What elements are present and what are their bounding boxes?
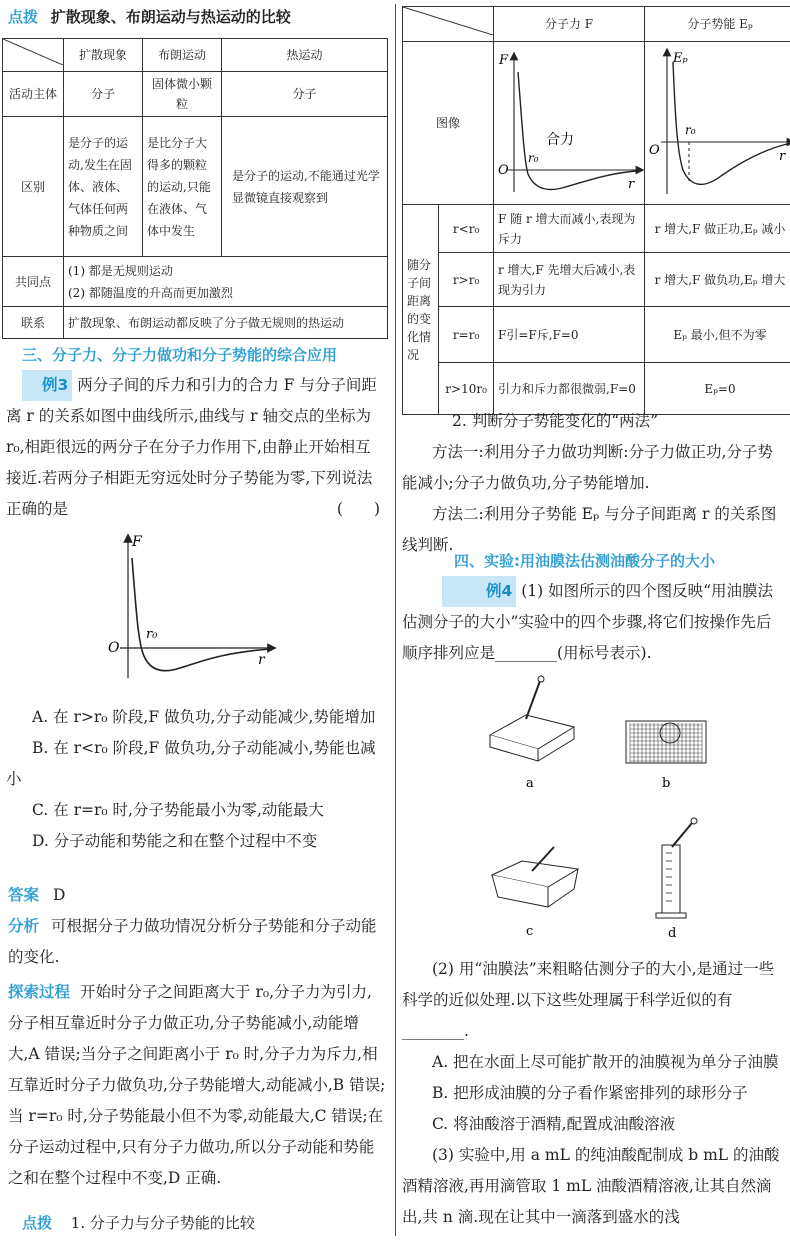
label-b: b [662, 776, 671, 791]
label-r: r [628, 177, 635, 192]
cond-cell: r>10r₀ [439, 363, 494, 415]
question-3: (3) 实验中,用 a mL 的纯油酸配制成 b mL 的油酸酒精溶液,再用滴管取 1 mL 油酸酒精溶液,让其自然滴出,共 n 滴.现在让其中一滴落到盛水的浅 [402, 1146, 780, 1226]
label-O: O [498, 163, 509, 178]
label-F: F [132, 534, 142, 550]
figure-a [490, 676, 574, 791]
option-a: A. 在 r>r₀ 阶段,F 做负功,分子动能减少,势能增加 [32, 708, 376, 726]
label-r0: r₀ [146, 627, 158, 642]
label-r: r [258, 652, 265, 668]
common-line-1: (1) 都是无规则运动 [68, 263, 173, 278]
label-F: F [499, 53, 509, 68]
label-r: r [779, 149, 786, 164]
label-c: c [526, 924, 534, 939]
q2-option-a: A. 把在水面上尽可能扩散开的油膜视为单分子油膜 [432, 1053, 779, 1071]
label-O: O [649, 143, 660, 158]
explore-line [8, 977, 386, 1194]
figure-c [492, 847, 578, 939]
q2-option-b: B. 把形成油膜的分子看作紧密排列的球形分子 [432, 1084, 748, 1102]
table-cell: 固体微小颗粒 [143, 72, 222, 117]
option-d: D. 分子动能和势能之和在整个过程中不变 [32, 832, 318, 850]
energy-cell: Eₚ=0 [645, 363, 790, 415]
point-tag: 点拨 [8, 8, 39, 26]
table-cell: 是比分子大得多的颗粒的运动,只能在液体、气体中发生 [143, 117, 222, 257]
label-d: d [668, 926, 677, 941]
answer-line [8, 880, 386, 911]
force-cell: F引=F斥,F=0 [494, 307, 645, 363]
header-thermal: 热运动 [222, 39, 388, 72]
cond-cell: r<r₀ [439, 205, 494, 253]
table-corner [3, 39, 64, 72]
answer-value: D [53, 886, 66, 904]
point-title: 扩散现象、布朗运动与热运动的比较 [50, 8, 291, 26]
energy-cell: r 增大,F 做负功,Eₚ 增大 [645, 253, 790, 307]
question-2: (2) 用“油膜法”来粗略估测分子的大小,是通过一些科学的近似处理.以下这些处理属于科学近似的有________. [402, 960, 775, 1040]
answer-block [8, 880, 386, 1194]
label-a: a [526, 776, 534, 791]
row-label-subject: 活动主体 [3, 72, 64, 117]
header-force: 分子力 F [494, 7, 645, 42]
header-brownian: 布朗运动 [143, 39, 222, 72]
group-label: 随分子间距离的变化情况 [403, 205, 439, 415]
explore-text: 开始时分子之间距离大于 r₀,分子力为引力,分子相互靠近时分子力做正功,分子势能减小,动能增大,A 错误;当分子之间距离小于 r₀ 时,分子力为斥力,相互靠近时分子力做负功,分子势能增大,动能减小,B 错误;当 r=r₀ 时,分子势能最小但不为零,动能最大,C 错误;在分子运动过程中,只有分子力做功,所以分子动能和势能之和在整个过程中不变,D 正确. [8, 983, 386, 1187]
force-cell: r 增大,F 先增大后减小,表现为引力 [494, 253, 645, 307]
example-badge: 例3 [22, 370, 72, 401]
row-label-relation: 联系 [3, 307, 64, 339]
option-c: C. 在 r=r₀ 时,分子势能最小为零,动能最大 [32, 801, 324, 819]
label-resultant: 合力 [546, 132, 574, 148]
force-graph-small [494, 42, 644, 198]
cond-cell: r=r₀ [439, 307, 494, 363]
figure-d [656, 818, 697, 941]
explore-tag: 探索过程 [8, 983, 71, 1001]
table-cell: 是分子的运动,发生在固体、液体、气体任何两种物质之间 [64, 117, 143, 257]
label-r0: r₀ [685, 123, 696, 137]
left-column [0, 0, 390, 1243]
method-2: 方法二:利用分子势能 Eₚ 与分子间距离 r 的关系图线判断. [402, 505, 777, 554]
right-column [402, 0, 788, 1243]
row-label-image: 图像 [403, 42, 494, 205]
force-energy-table [402, 6, 790, 415]
option-b: B. 在 r<r₀ 阶段,F 做负功,分子动能减小,势能也减小 [6, 739, 376, 788]
table-cell: 分子 [222, 72, 388, 117]
label-O: O [108, 640, 120, 656]
point-title: 1. 分子力与分子势能的比较 [70, 1214, 255, 1232]
header-diffusion: 扩散现象 [64, 39, 143, 72]
force-graph [100, 528, 280, 688]
example-badge: 例4 [442, 576, 516, 607]
figure-b [626, 721, 706, 791]
row-label-difference: 区别 [3, 117, 64, 257]
answer-paren: ( ) [336, 500, 380, 518]
force-cell: F 随 r 增大而减小,表现为斥力 [494, 205, 645, 253]
column-divider [395, 4, 396, 1236]
analysis-text: 可根据分子力做功情况分析分子势能和分子动能的变化. [8, 917, 377, 966]
point-heading-2 [22, 1212, 255, 1233]
comparison-table [2, 38, 388, 339]
table-cell: 是分子的运动,不能通过光学显微镜直接观察到 [222, 117, 388, 257]
row-label-common: 共同点 [3, 257, 64, 307]
section-heading-3: 三、分子力、分子力做功和分子势能的综合应用 [22, 346, 338, 364]
energy-cell: Eₚ 最小,但不为零 [645, 307, 790, 363]
options-list [6, 702, 386, 857]
energy-graph [645, 42, 790, 198]
example-3-text: 两分子间的斥力和引力的合力 F 与分子间距离 r 的关系如图中曲线所示,曲线与 r 轴交点的坐标为 r₀,相距很远的两分子在分子力作用下,由静止开始相互接近.若两分子相距无穷远处时分子势能为零,下列说法正确的是 [6, 376, 377, 518]
two-methods-block [402, 406, 786, 561]
diagonal-line [3, 39, 63, 65]
analysis-line [8, 911, 386, 973]
point-tag: 点拨 [22, 1214, 53, 1232]
table-corner [403, 7, 494, 42]
analysis-tag: 分析 [8, 917, 40, 935]
point-heading-1 [8, 6, 291, 27]
common-line-2: (2) 都随温度的升高而更加激烈 [68, 285, 233, 300]
example-4-text: (1) 如图所示的四个图反映“用油膜法估测分子的大小”实验中的四个步骤,将它们按操作先后顺序排列应是________(用标号表示). [402, 582, 774, 662]
relation-text: 扩散现象、布朗运动都反映了分子做无规则的热运动 [64, 307, 388, 339]
two-methods-title: 2. 判断分子势能变化的“两法” [452, 412, 659, 430]
example-3-stem [6, 370, 384, 525]
q2-option-c: C. 将油酸溶于酒精,配置成油酸溶液 [432, 1115, 676, 1133]
table-cell: 分子 [64, 72, 143, 117]
header-energy: 分子势能 Eₚ [645, 7, 790, 42]
questions-block [402, 954, 786, 1233]
diagonal-line [403, 7, 493, 35]
example-4-stem [402, 576, 786, 669]
force-cell: 引力和斥力都很微弱,F=0 [494, 363, 645, 415]
cond-cell: r>r₀ [439, 253, 494, 307]
experiment-figures [482, 675, 782, 945]
energy-cell: r 增大,F 做正功,Eₚ 减小 [645, 205, 790, 253]
force-curve [132, 558, 270, 671]
method-1: 方法一:利用分子力做功判断:分子力做正功,分子势能减小;分子力做负功,分子势能增加. [402, 443, 773, 492]
answer-tag: 答案 [8, 886, 40, 904]
label-Ep: Eₚ [673, 51, 688, 66]
label-r0: r₀ [528, 151, 539, 165]
section-heading-4: 四、实验:用油膜法估测油酸分子的大小 [454, 552, 716, 570]
